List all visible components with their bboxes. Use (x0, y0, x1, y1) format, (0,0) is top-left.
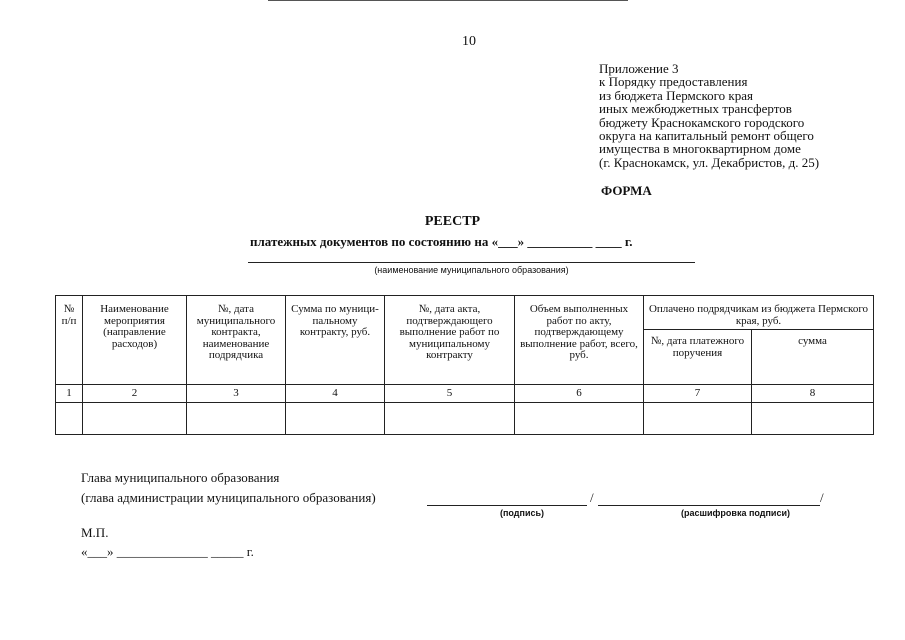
decoding-fill-line[interactable] (598, 505, 820, 506)
table-cell[interactable] (515, 403, 644, 435)
appendix-line: округа на капитальный ремонт общего (599, 128, 814, 144)
appendix-line: бюджету Краснокамского городского (599, 114, 805, 130)
stamp-label: М.П. (81, 525, 109, 540)
column-number: 6 (515, 385, 644, 403)
signature-fill-line[interactable] (427, 505, 587, 506)
appendix-line: иных межбюджетных трансфертов (599, 101, 792, 117)
municipality-caption: (наименование муниципального образования) (374, 265, 569, 275)
table-cell[interactable] (644, 403, 752, 435)
column-number: 2 (83, 385, 187, 403)
document-title: РЕЕСТР (424, 214, 481, 229)
header-act: №, дата акта, подтверждающего выполнение работ по муниципальному контракту (385, 296, 515, 385)
appendix-line: Приложение 3 (599, 61, 679, 76)
top-rule (268, 0, 628, 1)
table-header-row (56, 296, 874, 330)
header-contract-sum: Сумма по муници-пальному контракту, руб. (286, 296, 385, 385)
municipality-fill-line[interactable] (248, 262, 695, 263)
table-cell[interactable] (56, 403, 83, 435)
header-number: № п/п (56, 296, 83, 385)
appendix-line: из бюджета Пермского края (599, 87, 754, 103)
column-number: 8 (752, 385, 874, 403)
decoding-caption: (расшифровка подписи) (681, 508, 790, 518)
table-row (56, 403, 874, 435)
header-payment-order: №, дата платежного поручения (644, 330, 752, 385)
header-work-volume: Объем выполненных работ по акту, подтверждающему выполнение работ, всего, руб. (515, 296, 644, 385)
header-paid-group: Оплачено подрядчикам из бюджета Пермского края, руб. (644, 296, 874, 330)
table-cell[interactable] (187, 403, 286, 435)
column-number-row (56, 385, 874, 403)
column-number: 7 (644, 385, 752, 403)
table-cell[interactable] (286, 403, 385, 435)
date-line[interactable]: «___» ______________ _____ г. (81, 544, 254, 559)
signatory-title: Глава муниципального образования (81, 470, 280, 485)
form-label: ФОРМА (601, 183, 652, 198)
appendix-block (599, 62, 819, 169)
appendix-line: имущества в многоквартирном доме (599, 141, 801, 157)
header-contract: №, дата муниципального контракта, наименование подрядчика (187, 296, 286, 385)
column-number: 1 (56, 385, 83, 403)
header-activity: Наименование мероприятия (направление расходов) (83, 296, 187, 385)
table-cell[interactable] (752, 403, 874, 435)
table-cell[interactable] (83, 403, 187, 435)
table-cell[interactable] (385, 403, 515, 435)
appendix-line: к Порядку предоставления (599, 74, 748, 90)
document-subtitle: платежных документов по состоянию на «___» __________ ____ г. (250, 234, 633, 249)
signatory-subtitle: (глава администрации муниципального образования) (81, 490, 376, 505)
decoding-slash: / (820, 490, 824, 505)
registry-table (55, 295, 874, 435)
column-number: 4 (286, 385, 385, 403)
column-number: 5 (385, 385, 515, 403)
appendix-line: (г. Краснокамск, ул. Декабристов, д. 25) (599, 154, 820, 170)
page-number: 10 (462, 34, 476, 49)
signature-slash: / (590, 490, 594, 505)
signature-caption: (подпись) (500, 508, 545, 518)
column-number: 3 (187, 385, 286, 403)
header-payment-sum: сумма (752, 330, 874, 385)
